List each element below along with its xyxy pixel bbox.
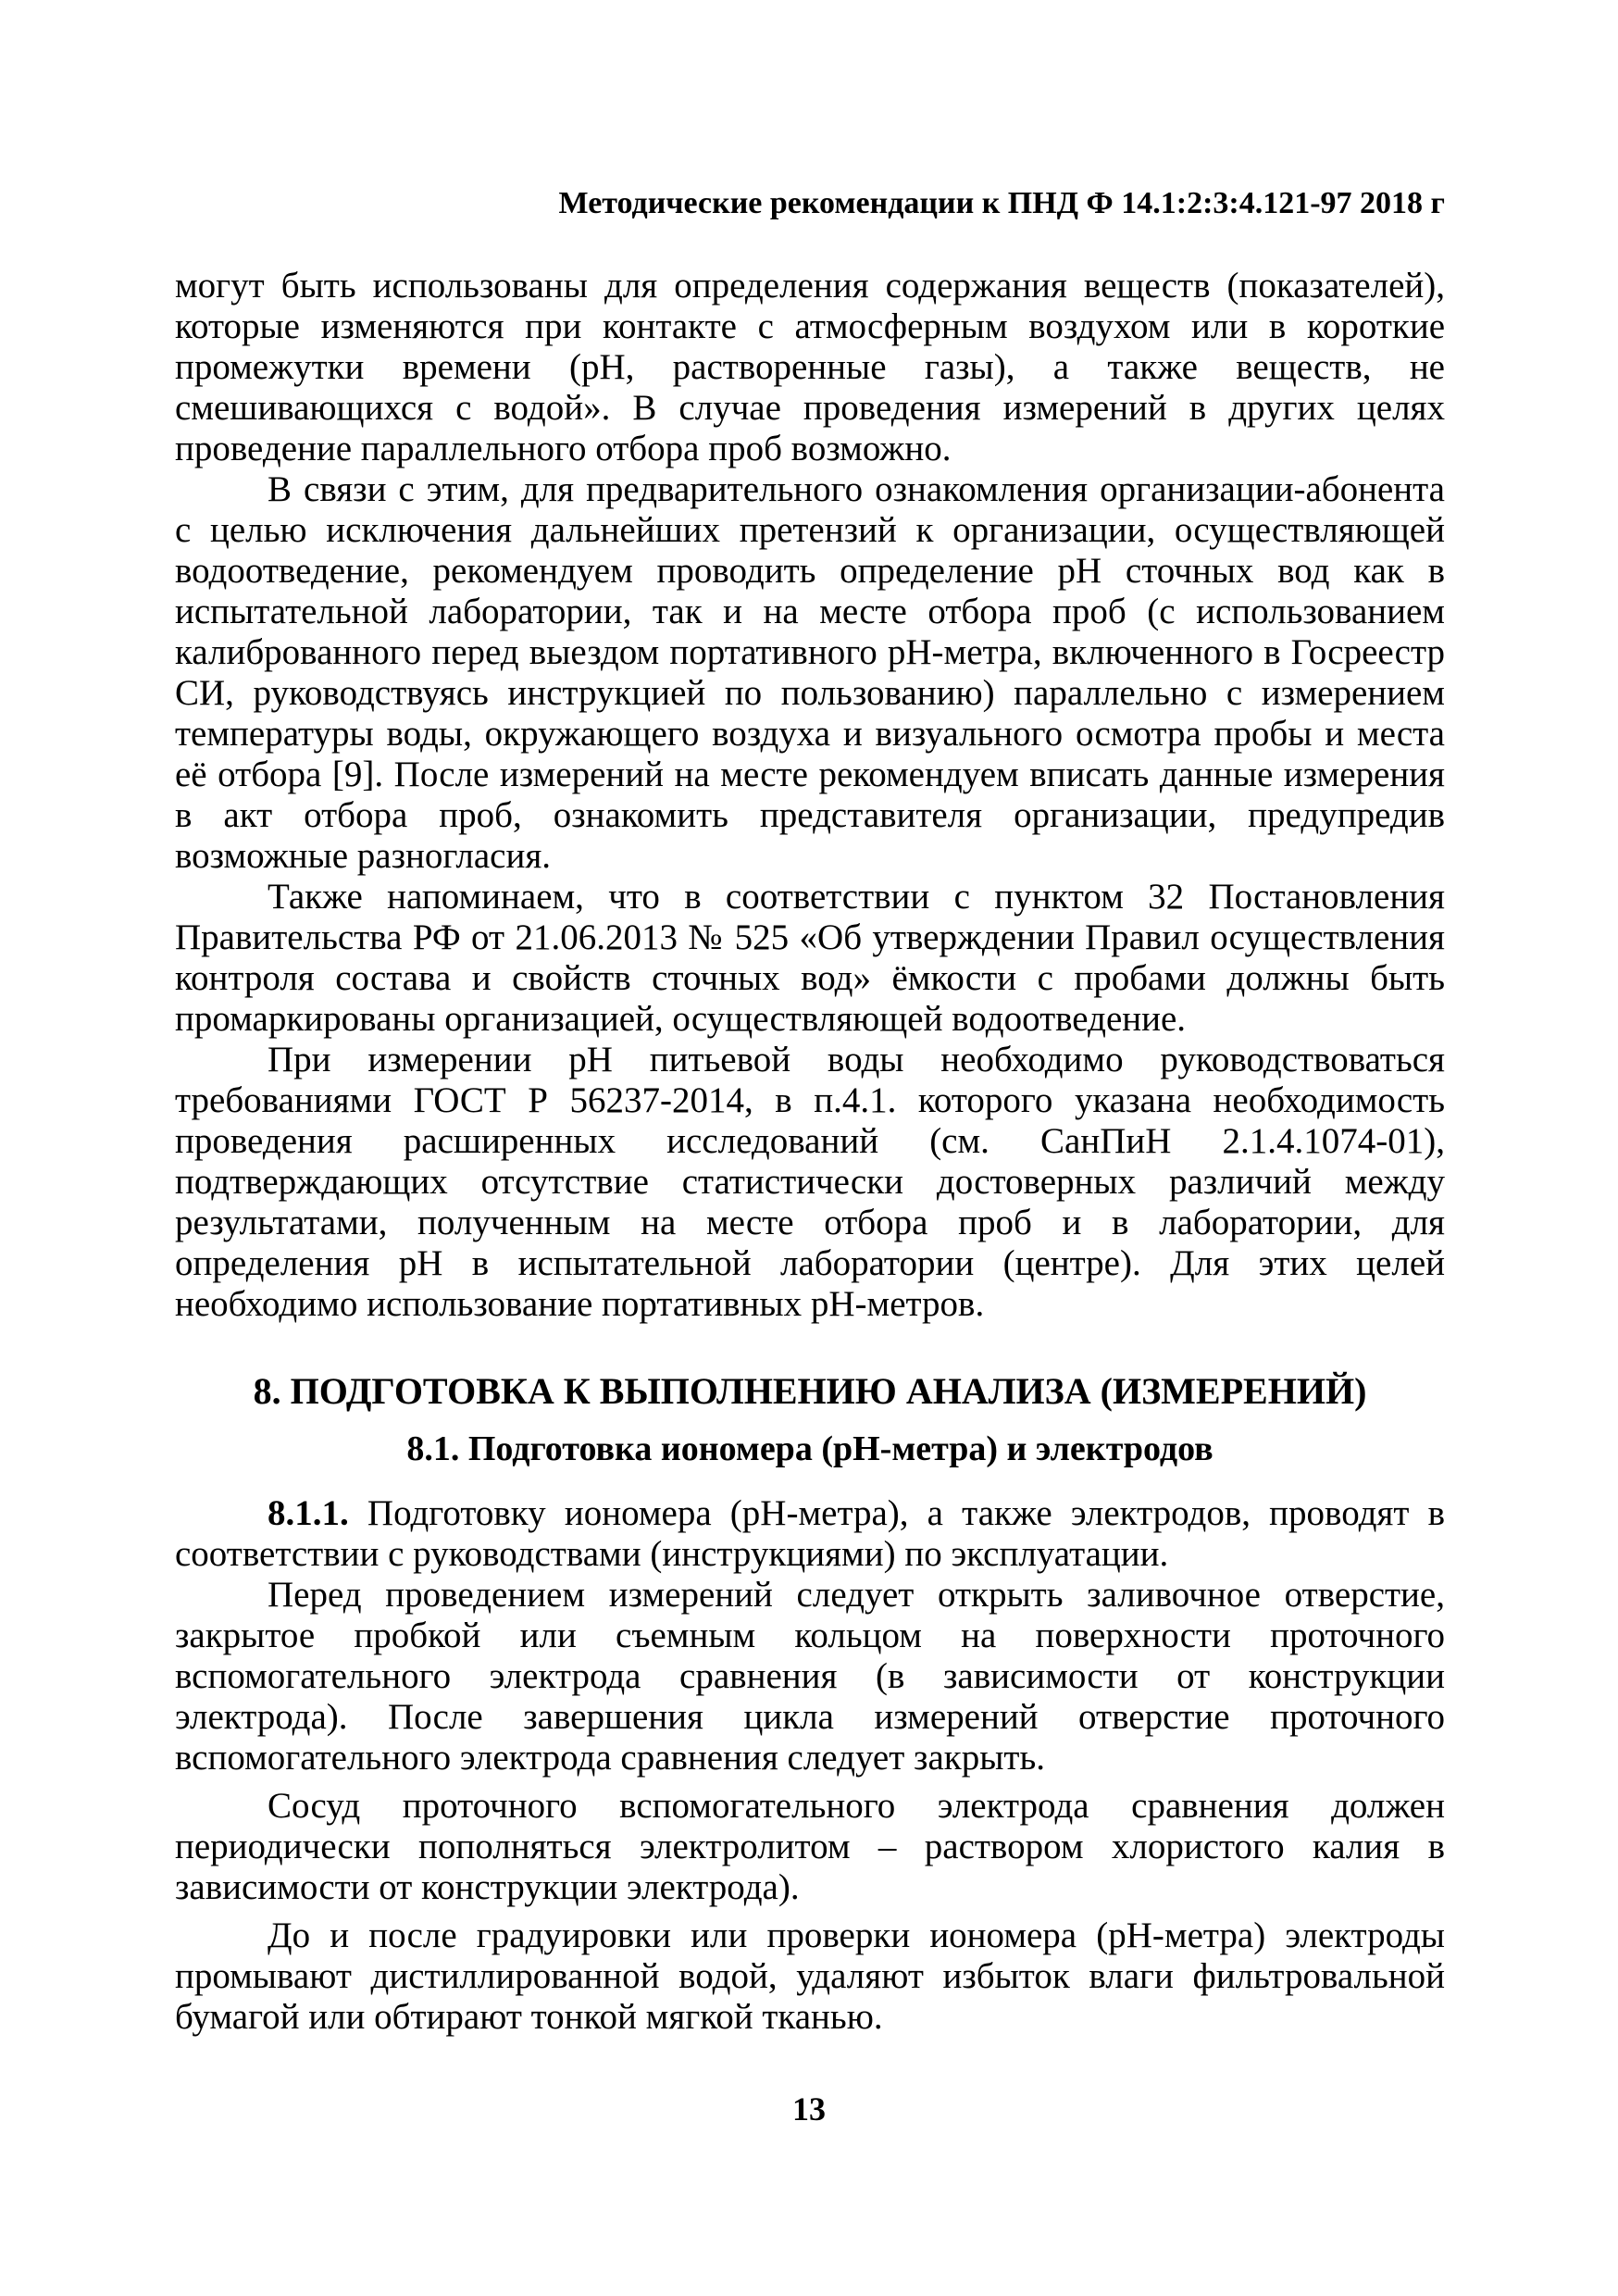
paragraph-government-decree: Также напоминаем, что в соответствии с пунктом 32 Постановления Правительства РФ от 21.06.2013 № 525 «Об утверждении Правил осуществления контроля состава и свойств сточных вод» ёмкости с пробами должны быть промаркированы организацией, осуществляющей водоотведение. bbox=[175, 877, 1445, 1039]
paragraph-ph-field-measurement: В связи с этим, для предварительного ознакомления организации-абонента с целью исключения дальнейших претензий к организации, осуществляющей водоотведение, рекомендуем проводить определение pH сточных вод как в испытательной лаборатории, так и на месте отбора проб (с использованием калиброванного перед выездом портативного pH-метра, включенного в Госреестр СИ, руководствуясь инструкцией по пользованию) параллельно с измерением температуры воды, окружающего воздуха и визуального осмотра пробы и места её отбора [9]. После измерений на месте рекомендуем вписать данные измерения в акт отбора проб, ознакомить представителя организации, предупредив возможные разногласия. bbox=[175, 469, 1445, 876]
paragraph-reference-vessel: Сосуд проточного вспомогательного электрода сравнения должен периодически пополняться электролитом – раствором хлористого калия в зависимости от конструкции электрода). bbox=[175, 1786, 1445, 1907]
item-text-8-1-1: Подготовку иономера (pH-метра), а также электродов, проводят в соответствии с руководствами (инструкциями) по эксплуатации. bbox=[175, 1493, 1445, 1574]
paragraph-continuation: могут быть использованы для определения содержания веществ (показателей), которые изменяются при контакте с атмосферным воздухом или в короткие промежутки времени (pH, растворенные газы), а также веществ, не смешивающихся с водой». В случае проведения измерений в других целях проведение параллельного отбора проб возможно. bbox=[175, 266, 1445, 468]
section-8-heading: 8. ПОДГОТОВКА К ВЫПОЛНЕНИЮ АНАЛИЗА (ИЗМЕРЕНИЙ) bbox=[253, 1370, 1367, 1412]
item-number-8-1-1: 8.1.1. bbox=[268, 1493, 349, 1533]
section-8-1-heading: 8.1. Подготовка иономера (pH-метра) и электродов bbox=[406, 1429, 1214, 1468]
paragraph-8-1-1 bbox=[175, 1493, 1445, 1575]
paragraph-electrode-rinse: До и после градуировки или проверки иономера (pH-метра) электроды промывают дистиллированной водой, удаляют избыток влаги фильтровальной бумагой или обтирают тонкой мягкой тканью. bbox=[175, 1915, 1445, 2037]
page-body bbox=[175, 266, 1445, 2038]
page-number: 13 bbox=[792, 2090, 826, 2128]
running-header: Методические рекомендации к ПНД Ф 14.1:2:3:4.121-97 2018 г bbox=[558, 186, 1445, 220]
paragraph-drinking-water: При измерении pH питьевой воды необходимо руководствоваться требованиями ГОСТ Р 56237-2014, в п.4.1. которого указана необходимость проведения расширенных исследований (см. СанПиН 2.1.4.1074-01), подтверждающих отсутствие статистически достоверных различий между результатами, полученным на месте отбора проб и в лаборатории, для определения pH в испытательной лаборатории (центре). Для этих целей необходимо использование портативных pH-метров. bbox=[175, 1040, 1445, 1324]
paragraph-filling-hole: Перед проведением измерений следует открыть заливочное отверстие, закрытое пробкой или съемным кольцом на поверхности проточного вспомогательного электрода сравнения (в зависимости от конструкции электрода). После завершения цикла измерений отверстие проточного вспомогательного электрода сравнения следует закрыть. bbox=[175, 1575, 1445, 1778]
